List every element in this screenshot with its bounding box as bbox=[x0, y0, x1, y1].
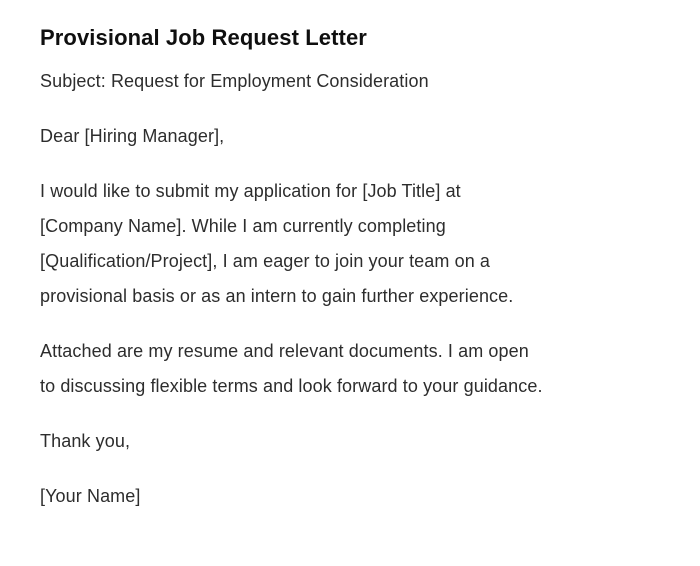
signature-placeholder: [Your Name] bbox=[40, 486, 141, 506]
closing: Thank you, bbox=[40, 431, 131, 451]
body-paragraph-1-line-4: provisional basis or as an intern to gain further experience. bbox=[40, 286, 514, 306]
body-paragraph-1-line-2: [Company Name]. While I am currently completing bbox=[40, 216, 446, 236]
body-paragraph-2 bbox=[40, 334, 642, 404]
salutation: Dear [Hiring Manager], bbox=[40, 126, 225, 146]
subject-line: Subject: Request for Employment Consideration bbox=[40, 71, 429, 91]
body-paragraph-1-line-1: I would like to submit my application for [Job Title] at bbox=[40, 181, 461, 201]
body-paragraph-2-line-1: Attached are my resume and relevant documents. I am open bbox=[40, 341, 529, 361]
body-paragraph-1 bbox=[40, 174, 642, 314]
body-paragraph-1-line-3: [Qualification/Project], I am eager to join your team on a bbox=[40, 251, 491, 271]
letter-title: Provisional Job Request Letter bbox=[40, 25, 367, 50]
body-paragraph-2-line-2: to discussing flexible terms and look forward to your guidance. bbox=[40, 376, 543, 396]
